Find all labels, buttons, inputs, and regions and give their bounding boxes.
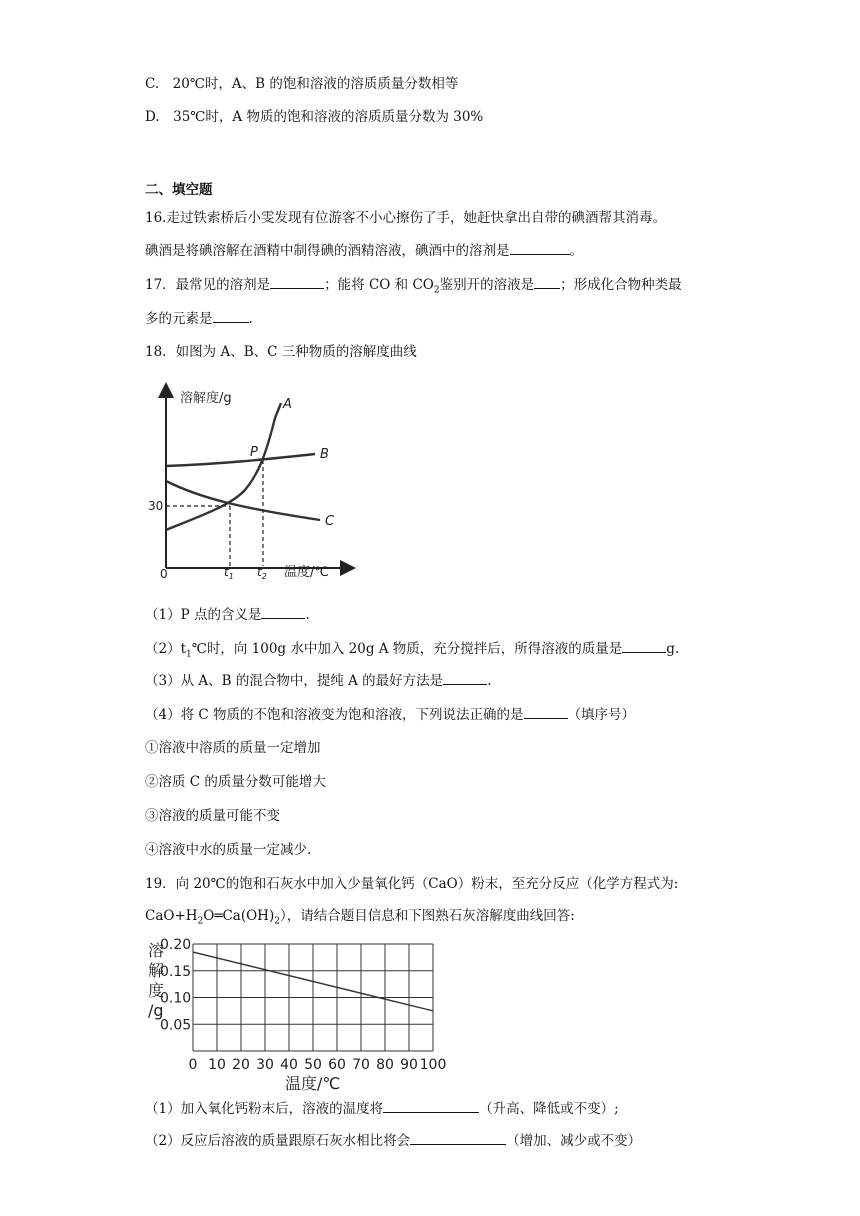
lime-x-tick: 0: [188, 1057, 198, 1073]
q18-option-4: ④溶液中水的质量一定减少.: [145, 842, 312, 858]
q18-origin: 0: [160, 567, 168, 581]
lime-y-label-1: 溶: [148, 941, 165, 960]
q18-sub4-end: （填序号）: [567, 707, 636, 723]
q18-x-label: 温度/℃: [284, 565, 329, 580]
lime-x-tick: 60: [328, 1057, 346, 1073]
q17-text-c: 鉴别开的溶液是: [439, 277, 535, 293]
q17-line1: [145, 274, 682, 301]
q17-text-b: ；能将 CO 和 CO: [324, 277, 434, 293]
q18-option-2: ②溶质 C 的质量分数可能增大: [145, 774, 326, 790]
q18-sub3: [145, 670, 491, 691]
option-d: D. 35℃时，A 物质的饱和溶液的溶质质量分数为 30%: [145, 109, 484, 125]
q17-text-f: .: [248, 311, 253, 327]
q19-eq-sub2: 2: [274, 916, 280, 927]
q18-sub4: [145, 704, 635, 725]
lime-x-tick: 10: [208, 1057, 226, 1073]
q19-line1: 19．向 20℃的饱和石灰水中加入少量氧化钙（CaO）粉末，至充分反应（化学方程式为:: [145, 876, 679, 892]
lime-x-tick: 80: [376, 1057, 394, 1073]
q17-text-a: 17．最常见的溶剂是: [145, 277, 271, 293]
q18-sub1: [145, 604, 310, 625]
q19-sub1-text: （1）加入氧化钙粉末后，溶液的温度将: [145, 1101, 384, 1117]
q18-solubility-figure: [140, 378, 370, 583]
q17-blank-3[interactable]: [213, 308, 249, 323]
q18-sub2: [145, 638, 679, 665]
q19-line2: [145, 906, 575, 932]
lime-x-tick: 100: [419, 1057, 447, 1073]
lime-y-tick: 0.05: [160, 1017, 192, 1034]
lime-y-label: [148, 941, 169, 1020]
q18-sub2-end: g.: [666, 641, 680, 657]
q19-sub2-blank[interactable]: [410, 1130, 506, 1145]
q18-t1-sub: 1: [228, 572, 234, 581]
q16-line2: [145, 240, 583, 261]
q18-curve-c-label: C: [325, 514, 335, 529]
q17-blank-2[interactable]: [534, 274, 560, 289]
q18-curve-c: [166, 481, 320, 520]
lime-x-tick: 30: [256, 1057, 274, 1073]
q17-text-d: ；形成化合物种类最: [560, 277, 682, 293]
q18-sub1-end: .: [305, 607, 310, 623]
q19-eq-c: ），请结合题目信息和下图熟石灰溶解度曲线回答:: [279, 908, 575, 924]
q18-t1: t: [224, 565, 229, 579]
q16-answer-blank[interactable]: [510, 240, 570, 255]
q18-sub3-end: .: [487, 673, 492, 689]
q18-option-1: ①溶液中溶质的质量一定增加: [145, 740, 321, 756]
lime-y-label-2: 解: [148, 961, 165, 980]
q18-t2-sub: 2: [261, 572, 267, 581]
q17-text-e: 多的元素是: [145, 311, 213, 327]
q18-sub2-text-a: （2）t: [145, 641, 187, 657]
q19-sub2-end: （增加、减少或不变）: [506, 1133, 642, 1149]
q16-text: 碘酒是将碘溶解在酒精中制得碘的酒精溶液，碘酒中的溶剂是: [145, 243, 510, 259]
lime-y-tick: 0.10: [160, 990, 192, 1007]
lime-x-tick: 90: [400, 1057, 418, 1073]
q19-sub2-text: （2）反应后溶液的质量跟原石灰水相比将会: [145, 1133, 411, 1149]
q18-sub1-text: （1）P 点的含义是: [145, 607, 262, 623]
q19-eq-a: CaO+H: [145, 908, 198, 924]
section-title: 二、填空题: [145, 182, 213, 198]
lime-y-label-3: 度: [148, 981, 165, 1000]
q19-eq-sub1: 2: [197, 916, 204, 927]
q18-y-label: 溶解度/g: [180, 391, 232, 406]
q19-sub2: [145, 1130, 641, 1151]
q18-sub1-blank[interactable]: [261, 604, 305, 619]
lime-x-tick: 50: [304, 1057, 322, 1073]
lime-x-tick: 20: [232, 1057, 250, 1073]
q18-sub3-text: （3）从 A、B 的混合物中，提纯 A 的最好方法是: [145, 673, 444, 689]
q18-stem: 18．如图为 A、B、C 三种物质的溶解度曲线: [145, 344, 417, 360]
lime-x-tick: 70: [352, 1057, 370, 1073]
q18-sub2-blank[interactable]: [622, 638, 666, 653]
q18-sub4-blank[interactable]: [524, 704, 568, 719]
lime-solubility-chart: [140, 936, 450, 1094]
q18-curve-b-label: B: [320, 447, 329, 462]
option-c: C. 20℃时，A、B 的饱和溶液的溶质质量分数相等: [145, 76, 459, 92]
q18-y-tick-30: 30: [148, 499, 164, 513]
lime-x-label: 温度/℃: [285, 1074, 341, 1093]
lime-x-tick: 40: [280, 1057, 298, 1073]
q18-curve-a-label: A: [283, 397, 292, 412]
q18-sub2-sub: 1: [186, 649, 192, 660]
q18-curve-b: [166, 454, 315, 466]
q17-blank-1[interactable]: [270, 274, 324, 289]
lime-y-tick: 0.15: [160, 963, 192, 980]
q19-sub1-end: （升高、降低或不变）;: [479, 1101, 619, 1117]
q19-eq-b: O═Ca(OH): [203, 908, 275, 924]
q17-line2: [145, 308, 253, 329]
lime-y-tick: 0.20: [160, 937, 192, 953]
q19-sub1-blank[interactable]: [383, 1098, 479, 1113]
q18-sub2-text-b: ℃时，向 100g 水中加入 20g A 物质，充分搅拌后，所得溶液的质量是: [191, 641, 623, 657]
q17-sub: 2: [433, 285, 440, 296]
lime-y-label-4: /g: [148, 1001, 164, 1020]
q16-line1: 16.走过铁索桥后小雯发现有位游客不小心擦伤了手，她赶快拿出自带的碘酒帮其消毒。: [145, 210, 666, 226]
q18-t2: t: [257, 565, 262, 579]
q18-sub3-blank[interactable]: [443, 670, 487, 685]
q18-point-p: P: [250, 445, 258, 460]
q19-sub1: [145, 1098, 619, 1119]
q16-text-end: 。: [569, 243, 583, 259]
q18-option-3: ③溶液的质量可能不变: [145, 808, 280, 824]
q18-sub4-text: （4）将 C 物质的不饱和溶液变为饱和溶液，下列说法正确的是: [145, 707, 524, 723]
